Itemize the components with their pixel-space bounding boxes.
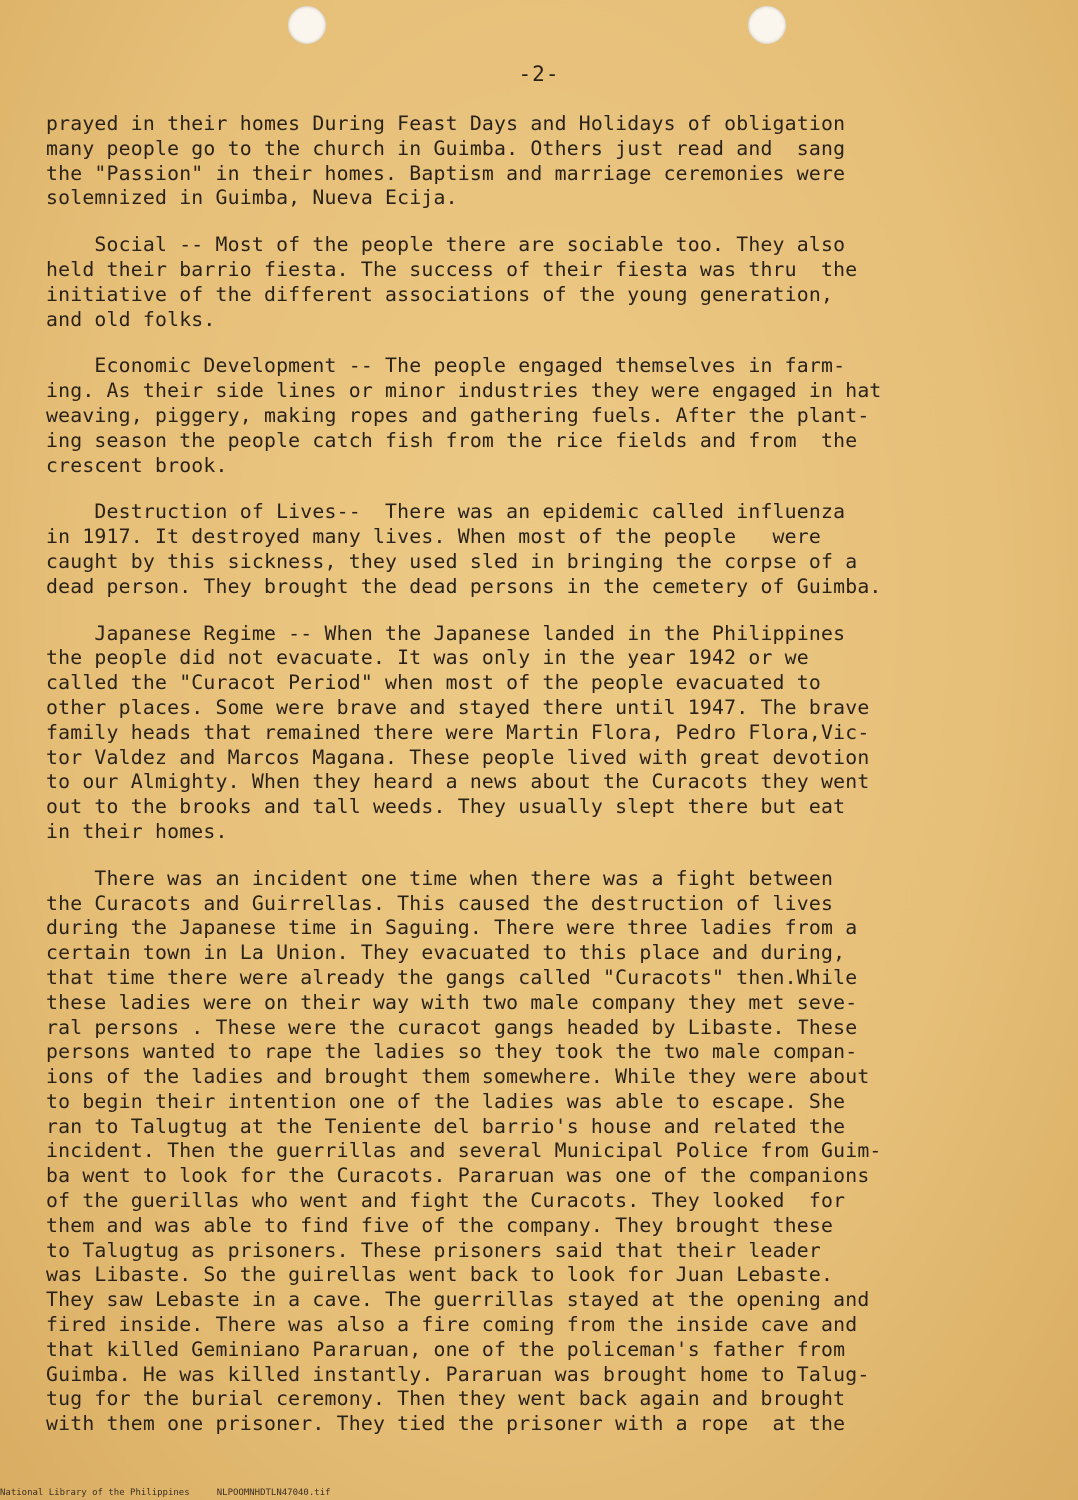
text-line: tug for the burial ceremony. Then they went back again and brought: [46, 1387, 846, 1411]
paragraph-gap: [46, 478, 1046, 500]
text-line: the Curacots and Guirrellas. This caused the destruction of lives: [46, 891, 834, 915]
text-line: these ladies were on their way with two male company they met seve-: [46, 990, 858, 1014]
text-line: caught by this sickness, they used sled in bringing the corpse of a: [46, 549, 858, 573]
text-line: other places. Some were brave and stayed there until 1947. The brave: [46, 695, 870, 719]
text-line: called the "Curacot Period" when most of the people evacuated to: [46, 671, 821, 695]
text-line: There was an incident one time when there was a fight between: [46, 866, 834, 890]
text-line: family heads that remained there were Martin Flora, Pedro Flora,Vic-: [46, 720, 870, 744]
text-line: was Libaste. So the guirellas went back to look for Juan Lebaste.: [46, 1263, 834, 1287]
paragraph: [46, 867, 1046, 1437]
text-line: of the guerillas who went and fight the Curacots. They looked for: [46, 1189, 846, 1213]
text-line: during the Japanese time in Saguing. There were three ladies from a: [46, 916, 858, 940]
text-line: weaving, piggery, making ropes and gathering fuels. After the plant-: [46, 403, 870, 427]
text-line: the people did not evacuate. It was only in the year 1942 or we: [46, 646, 809, 670]
text-line: that time there were already the gangs called "Curacots" then.While: [46, 965, 858, 989]
text-line: dead person. They brought the dead persons in the cemetery of Guimba.: [46, 574, 882, 598]
text-line: ran to Talugtug at the Teniente del barrio's house and related the: [46, 1114, 846, 1138]
paragraph-gap: [46, 845, 1046, 867]
text-line: Social -- Most of the people there are sociable too. They also: [46, 233, 846, 257]
text-line: They saw Lebaste in a cave. The guerrillas stayed at the opening and: [46, 1288, 870, 1312]
text-line: incident. Then the guerrillas and several Municipal Police from Guim-: [46, 1139, 882, 1163]
text-line: Economic Development -- The people engaged themselves in farm-: [46, 354, 846, 378]
paragraph: [46, 233, 1046, 332]
paragraph-gap: [46, 211, 1046, 233]
text-line: solemnized in Guimba, Nueva Ecija.: [46, 186, 458, 210]
text-line: to our Almighty. When they heard a news about the Curacots they went: [46, 770, 870, 794]
binder-hole-right: [748, 6, 786, 44]
paragraph-gap: [46, 600, 1046, 622]
text-line: held their barrio fiesta. The success of their fiesta was thru the: [46, 257, 858, 281]
page-number: -2-: [518, 62, 560, 86]
paragraph: [46, 622, 1046, 845]
text-line: to Talugtug as prisoners. These prisoners said that their leader: [46, 1238, 821, 1262]
text-line: initiative of the different associations of the young generation,: [46, 282, 834, 306]
text-line: fired inside. There was also a fire coming from the inside cave and: [46, 1313, 858, 1337]
text-line: with them one prisoner. They tied the prisoner with a rope at the: [46, 1412, 846, 1436]
paragraph: [46, 354, 1046, 478]
text-line: persons wanted to rape the ladies so they took the two male compan-: [46, 1040, 858, 1064]
text-line: Destruction of Lives-- There was an epidemic called influenza: [46, 500, 846, 524]
text-line: in their homes.: [46, 819, 228, 843]
scan-footer: National Library of the Philippines NLPOOMNHDTLN47040.tif: [0, 1488, 331, 1498]
text-line: Guimba. He was killed instantly. Pararuan was brought home to Talug-: [46, 1362, 870, 1386]
text-line: that killed Geminiano Pararuan, one of the policeman's father from: [46, 1337, 846, 1361]
text-line: many people go to the church in Guimba. Others just read and sang: [46, 136, 846, 160]
document-body: [46, 112, 1046, 1437]
text-line: them and was able to find five of the company. They brought these: [46, 1213, 834, 1237]
paragraph: [46, 500, 1046, 599]
text-line: ba went to look for the Curacots. Pararuan was one of the companions: [46, 1164, 870, 1188]
text-line: ral persons . These were the curacot gangs headed by Libaste. These: [46, 1015, 858, 1039]
text-line: crescent brook.: [46, 453, 228, 477]
text-line: Japanese Regime -- When the Japanese landed in the Philippines: [46, 621, 846, 645]
text-line: out to the brooks and tall weeds. They usually slept there but eat: [46, 795, 846, 819]
binder-hole-left: [288, 6, 326, 44]
text-line: and old folks.: [46, 307, 216, 331]
text-line: the "Passion" in their homes. Baptism and marriage ceremonies were: [46, 161, 846, 185]
text-line: prayed in their homes During Feast Days and Holidays of obligation: [46, 112, 846, 135]
text-line: ions of the ladies and brought them somewhere. While they were about: [46, 1065, 870, 1089]
text-line: ing. As their side lines or minor industries they were engaged in hat: [46, 379, 882, 403]
text-line: in 1917. It destroyed many lives. When most of the people were: [46, 525, 821, 549]
text-line: ing season the people catch fish from the rice fields and from the: [46, 428, 858, 452]
text-line: to begin their intention one of the ladies was able to escape. She: [46, 1089, 846, 1113]
paragraph-gap: [46, 332, 1046, 354]
text-line: certain town in La Union. They evacuated to this place and during,: [46, 941, 846, 965]
paragraph: [46, 112, 1046, 211]
text-line: tor Valdez and Marcos Magana. These people lived with great devotion: [46, 745, 870, 769]
